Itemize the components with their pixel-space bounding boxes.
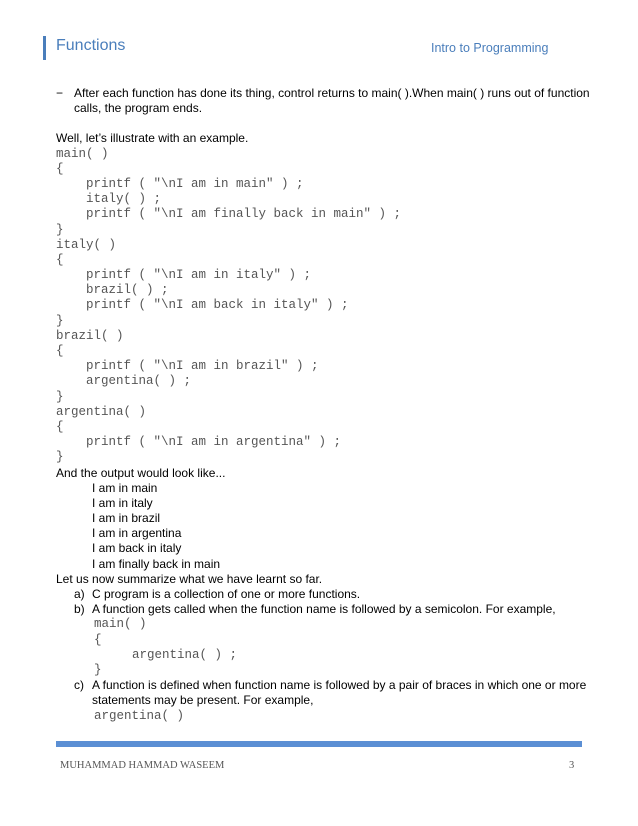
list-text: A function is defined when function name is followed by a pair of braces in which one or more statements may be present. For example, xyxy=(92,678,587,708)
page-title: Functions xyxy=(56,37,126,54)
code-line: printf ( "\nI am in argentina" ) ; xyxy=(56,435,342,450)
code-line: printf ( "\nI am in italy" ) ; xyxy=(56,268,312,283)
code-line: argentina( ) xyxy=(56,404,147,419)
code-line: brazil( ) xyxy=(56,328,124,343)
list-marker: b) xyxy=(74,602,85,617)
output-line: I am in brazil xyxy=(92,511,161,526)
list-text: A function gets called when the function name is followed by a semicolon. For example, xyxy=(92,602,556,617)
code-line: italy( ) xyxy=(56,237,117,252)
page-content xyxy=(56,86,596,724)
code-line: main( ) xyxy=(56,146,109,161)
summary-item-b xyxy=(56,602,596,617)
summary-item-c xyxy=(56,678,596,708)
list-marker: a) xyxy=(74,587,85,602)
code-line: } xyxy=(56,222,64,237)
code-line: } xyxy=(56,389,64,404)
code-line: { xyxy=(94,632,102,647)
code-line: brazil( ) ; xyxy=(56,283,169,298)
summary-intro: Let us now summarize what we have learnt so far. xyxy=(56,571,323,586)
code-line: printf ( "\nI am in main" ) ; xyxy=(56,176,304,191)
code-line: italy( ) ; xyxy=(56,192,162,207)
code-line: { xyxy=(56,161,64,176)
output-intro: And the output would look like... xyxy=(56,465,226,480)
list-text: C program is a collection of one or more functions. xyxy=(92,587,361,602)
code-block xyxy=(56,147,596,466)
footer-author: MUHAMMAD HAMMAD WASEEM xyxy=(60,760,225,771)
code-line: { xyxy=(56,252,64,267)
list-marker: c) xyxy=(74,678,84,693)
header-accent-bar xyxy=(43,36,46,60)
output-line: I am in italy xyxy=(92,495,153,510)
code-line: argentina( ) ; xyxy=(132,647,238,662)
code-line: } xyxy=(56,313,64,328)
page-number: 3 xyxy=(569,760,575,771)
bullet-mark: − xyxy=(56,86,64,100)
footer-rule xyxy=(56,741,582,747)
example-intro: Well, let’s illustrate with an example. xyxy=(56,131,249,146)
code-line: printf ( "\nI am in brazil" ) ; xyxy=(56,359,319,374)
output-line: I am back in italy xyxy=(92,541,182,556)
code-line: { xyxy=(56,419,64,434)
code-line: } xyxy=(56,450,64,465)
code-line: printf ( "\nI am back in italy" ) ; xyxy=(56,298,349,313)
code-line: { xyxy=(56,344,64,359)
output-line: I am in argentina xyxy=(92,526,182,541)
code-line: argentina( ) xyxy=(94,708,185,723)
summary-item-a xyxy=(56,587,596,602)
output-line: I am finally back in main xyxy=(92,556,221,571)
header-subtitle: Intro to Programming xyxy=(431,41,549,55)
bullet-text: After each function has done its thing, control returns to main( ).When main( ) runs out of function calls, the program ends. xyxy=(74,86,590,116)
code-line: printf ( "\nI am finally back in main" ) ; xyxy=(56,207,402,222)
code-line: } xyxy=(94,663,102,677)
output-block xyxy=(56,481,596,572)
output-line: I am in main xyxy=(92,480,158,495)
code-line: main( ) xyxy=(94,617,147,632)
code-line: argentina( ) ; xyxy=(56,374,192,389)
intro-bullet xyxy=(56,86,596,116)
